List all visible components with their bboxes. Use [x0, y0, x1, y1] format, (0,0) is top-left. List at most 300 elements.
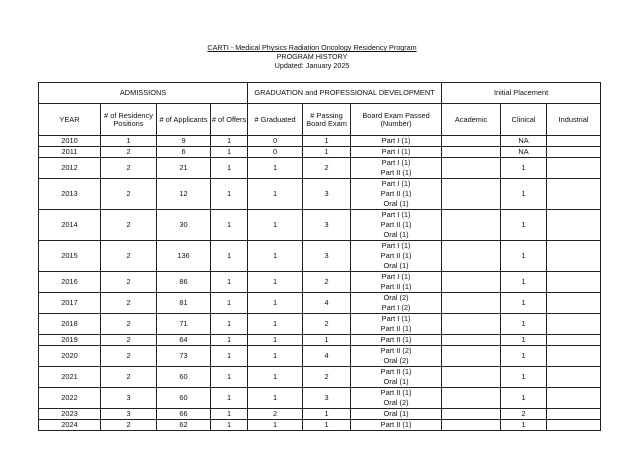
cell-value: 1	[226, 251, 232, 260]
cell-value: 2010	[61, 136, 78, 145]
cell-passing	[303, 241, 351, 272]
cell-value: 1	[272, 163, 278, 172]
cell-year	[39, 147, 101, 158]
cell-value: 4	[324, 298, 329, 307]
cell-clinical	[501, 179, 547, 210]
cell-offers	[211, 346, 248, 367]
cell-value: 71	[179, 319, 188, 328]
cell-value: 2016	[61, 277, 78, 286]
cell-value: 2	[324, 372, 329, 381]
cell-value: 2	[272, 409, 278, 418]
cell-year	[39, 241, 101, 272]
cell-clinical	[501, 147, 547, 158]
cell-graduated	[248, 388, 303, 409]
cell-value: 1	[521, 420, 526, 429]
cell-academic	[442, 210, 501, 241]
cell-graduated	[248, 272, 303, 293]
cell-passing	[303, 409, 351, 420]
cell-applicants	[157, 241, 211, 272]
column-header-exams: Board Exam Passed (Number)	[351, 104, 442, 136]
cell-value: 1	[226, 147, 232, 156]
cell-applicants	[157, 293, 211, 314]
cell-value: 1	[324, 147, 329, 156]
board-exam-entry: Part I (1)	[381, 210, 411, 219]
cell-offers	[211, 420, 248, 431]
cell-value: 1	[272, 393, 278, 402]
cell-academic	[442, 314, 501, 335]
cell-value: 6	[181, 147, 186, 156]
cell-industrial	[547, 210, 601, 241]
cell-positions	[101, 293, 157, 314]
cell-applicants	[157, 346, 211, 367]
cell-offers	[211, 388, 248, 409]
board-exam-entry: Part II (1)	[380, 189, 412, 198]
cell-graduated	[248, 367, 303, 388]
cell-positions	[101, 179, 157, 210]
cell-year	[39, 210, 101, 241]
cell-value: 3	[324, 189, 329, 198]
board-exam-entry: Oral (1)	[383, 377, 409, 386]
cell-value: 2015	[61, 251, 78, 260]
cell-graduated	[248, 158, 303, 179]
table-row	[39, 293, 601, 314]
cell-value: 3	[126, 409, 131, 418]
cell-exams	[351, 272, 442, 293]
cell-offers	[211, 241, 248, 272]
cell-passing	[303, 179, 351, 210]
cell-year	[39, 346, 101, 367]
cell-value: 1	[272, 277, 278, 286]
program-history-table	[38, 82, 601, 431]
cell-exams	[351, 158, 442, 179]
cell-academic	[442, 179, 501, 210]
table-row	[39, 346, 601, 367]
cell-value: 2	[126, 220, 131, 229]
cell-value: 1	[226, 351, 232, 360]
cell-positions	[101, 210, 157, 241]
table-row	[39, 420, 601, 431]
table-row	[39, 409, 601, 420]
cell-value: 2	[324, 163, 329, 172]
board-exam-entry: Oral (2)	[383, 356, 409, 365]
cell-offers	[211, 409, 248, 420]
cell-value: 2	[126, 147, 131, 156]
cell-value: 2	[126, 351, 131, 360]
board-exam-entry: Part I (1)	[381, 314, 411, 323]
cell-positions	[101, 388, 157, 409]
document-updated: Updated: January 2025	[274, 61, 350, 70]
cell-industrial	[547, 409, 601, 420]
cell-value: 2018	[61, 319, 78, 328]
cell-year	[39, 314, 101, 335]
cell-value: 1	[272, 420, 278, 429]
cell-value: 0	[272, 136, 278, 145]
cell-value: 2022	[61, 393, 78, 402]
cell-value: 1	[226, 372, 232, 381]
cell-value: 2	[126, 163, 131, 172]
board-exam-entry: Part I (1)	[381, 136, 411, 145]
cell-passing	[303, 158, 351, 179]
cell-positions	[101, 367, 157, 388]
cell-year	[39, 335, 101, 346]
column-header-positions: # of Residency Positions	[101, 104, 157, 136]
cell-value: 136	[177, 251, 190, 260]
cell-offers	[211, 272, 248, 293]
cell-value: 3	[324, 251, 329, 260]
cell-clinical	[501, 367, 547, 388]
cell-value: 2013	[61, 189, 78, 198]
cell-academic	[442, 335, 501, 346]
cell-academic	[442, 409, 501, 420]
column-header-graduated: # Graduated	[248, 104, 303, 136]
cell-value: 1	[521, 189, 526, 198]
cell-offers	[211, 314, 248, 335]
cell-year	[39, 420, 101, 431]
column-header-applicants: # of Applicants	[157, 104, 211, 136]
group-header-graduation: GRADUATION and PROFESSIONAL DEVELOPMENT	[248, 83, 442, 104]
cell-academic	[442, 346, 501, 367]
cell-value: 2019	[61, 335, 78, 344]
cell-exams	[351, 241, 442, 272]
cell-passing	[303, 314, 351, 335]
cell-positions	[101, 314, 157, 335]
table-row	[39, 147, 601, 158]
cell-applicants	[157, 210, 211, 241]
cell-value: 60	[179, 372, 188, 381]
cell-year	[39, 179, 101, 210]
cell-value: 60	[179, 393, 188, 402]
cell-passing	[303, 136, 351, 147]
cell-value: 2020	[61, 351, 78, 360]
cell-value: 2	[126, 277, 131, 286]
cell-industrial	[547, 158, 601, 179]
cell-value: 1	[226, 393, 232, 402]
cell-academic	[442, 293, 501, 314]
cell-exams	[351, 210, 442, 241]
table-row	[39, 272, 601, 293]
cell-passing	[303, 272, 351, 293]
cell-value: 1	[226, 335, 232, 344]
cell-passing	[303, 388, 351, 409]
board-exam-entry: Part I (1)	[381, 272, 411, 281]
cell-graduated	[248, 179, 303, 210]
cell-applicants	[157, 179, 211, 210]
cell-industrial	[547, 388, 601, 409]
cell-graduated	[248, 147, 303, 158]
cell-industrial	[547, 272, 601, 293]
board-exam-entry: Oral (1)	[383, 261, 409, 270]
cell-positions	[101, 346, 157, 367]
cell-positions	[101, 147, 157, 158]
cell-value: 2	[521, 409, 526, 418]
cell-value: 1	[272, 298, 278, 307]
cell-value: 2021	[61, 372, 78, 381]
document-header	[0, 43, 624, 70]
cell-year	[39, 272, 101, 293]
board-exam-entry: Oral (1)	[383, 409, 409, 418]
cell-value: 1	[226, 163, 232, 172]
cell-industrial	[547, 420, 601, 431]
board-exam-entry: Oral (2)	[383, 398, 409, 407]
cell-positions	[101, 158, 157, 179]
cell-exams	[351, 409, 442, 420]
cell-value: 2	[126, 251, 131, 260]
cell-exams	[351, 420, 442, 431]
cell-exams	[351, 335, 442, 346]
column-header-academic: Academic	[442, 104, 501, 136]
cell-value: NA	[518, 147, 529, 156]
board-exam-entry: Part I (1)	[381, 158, 411, 167]
cell-value: 3	[126, 393, 131, 402]
cell-exams	[351, 367, 442, 388]
cell-passing	[303, 147, 351, 158]
cell-value: 1	[521, 319, 526, 328]
cell-applicants	[157, 158, 211, 179]
cell-value: 1	[226, 220, 232, 229]
table-row	[39, 388, 601, 409]
cell-value: 62	[179, 420, 188, 429]
cell-passing	[303, 420, 351, 431]
board-exam-entry: Part II (1)	[380, 168, 412, 177]
cell-academic	[442, 420, 501, 431]
cell-value: 1	[272, 351, 278, 360]
cell-passing	[303, 293, 351, 314]
cell-applicants	[157, 420, 211, 431]
cell-value: 2012	[61, 163, 78, 172]
cell-value: 1	[226, 319, 232, 328]
cell-applicants	[157, 367, 211, 388]
table-body	[39, 136, 601, 431]
cell-value: 2	[126, 298, 131, 307]
cell-positions	[101, 335, 157, 346]
board-exam-entry: Part II (1)	[380, 282, 412, 291]
cell-value: 1	[272, 319, 278, 328]
cell-value: 1	[272, 220, 278, 229]
cell-value: 1	[521, 220, 526, 229]
cell-graduated	[248, 346, 303, 367]
cell-value: 2011	[61, 147, 78, 156]
cell-graduated	[248, 136, 303, 147]
board-exam-entry: Part II (1)	[380, 420, 412, 429]
cell-industrial	[547, 314, 601, 335]
cell-graduated	[248, 241, 303, 272]
cell-industrial	[547, 346, 601, 367]
cell-value: 66	[179, 409, 188, 418]
cell-applicants	[157, 409, 211, 420]
board-exam-entry: Part II (1)	[380, 367, 412, 376]
document-subtitle: PROGRAM HISTORY	[276, 52, 348, 61]
cell-value: 12	[179, 189, 188, 198]
cell-exams	[351, 147, 442, 158]
table-row	[39, 314, 601, 335]
cell-academic	[442, 388, 501, 409]
column-header-passing: # Passing Board Exam	[303, 104, 351, 136]
table-row	[39, 179, 601, 210]
cell-clinical	[501, 409, 547, 420]
cell-applicants	[157, 335, 211, 346]
cell-industrial	[547, 367, 601, 388]
cell-value: 1	[226, 189, 232, 198]
cell-clinical	[501, 136, 547, 147]
board-exam-entry: Part I (1)	[381, 179, 411, 188]
cell-offers	[211, 335, 248, 346]
cell-value: 2	[126, 372, 131, 381]
board-exam-entry: Part II (1)	[380, 388, 412, 397]
cell-clinical	[501, 293, 547, 314]
cell-value: 1	[324, 420, 329, 429]
cell-clinical	[501, 388, 547, 409]
cell-value: 9	[181, 136, 186, 145]
cell-passing	[303, 367, 351, 388]
cell-value: 1	[324, 136, 329, 145]
cell-industrial	[547, 136, 601, 147]
cell-passing	[303, 210, 351, 241]
cell-value: 2023	[61, 409, 78, 418]
cell-offers	[211, 147, 248, 158]
cell-value: 1	[324, 409, 329, 418]
table-row	[39, 335, 601, 346]
cell-exams	[351, 136, 442, 147]
cell-graduated	[248, 409, 303, 420]
cell-value: 21	[179, 163, 188, 172]
cell-exams	[351, 293, 442, 314]
cell-value: 3	[324, 220, 329, 229]
cell-year	[39, 367, 101, 388]
cell-value: 1	[226, 409, 232, 418]
board-exam-entry: Part II (1)	[380, 335, 412, 344]
cell-applicants	[157, 314, 211, 335]
cell-value: 86	[179, 277, 188, 286]
cell-value: 1	[226, 298, 232, 307]
cell-academic	[442, 241, 501, 272]
cell-offers	[211, 158, 248, 179]
cell-value: 1	[226, 136, 232, 145]
cell-value: 3	[324, 393, 329, 402]
group-header-admissions: ADMISSIONS	[39, 83, 248, 104]
cell-value: 1	[324, 335, 329, 344]
cell-exams	[351, 179, 442, 210]
cell-value: 0	[272, 147, 278, 156]
cell-year	[39, 388, 101, 409]
cell-industrial	[547, 293, 601, 314]
cell-value: 1	[272, 189, 278, 198]
cell-value: 1	[521, 298, 526, 307]
cell-value: 64	[179, 335, 188, 344]
cell-value: 1	[521, 372, 526, 381]
cell-positions	[101, 420, 157, 431]
cell-value: 2	[324, 277, 329, 286]
cell-applicants	[157, 388, 211, 409]
cell-applicants	[157, 147, 211, 158]
cell-applicants	[157, 136, 211, 147]
cell-value: 2	[126, 189, 131, 198]
board-exam-entry: Oral (1)	[383, 230, 409, 239]
cell-applicants	[157, 272, 211, 293]
board-exam-entry: Part II (1)	[380, 324, 412, 333]
cell-year	[39, 136, 101, 147]
column-header-clinical: Clinical	[501, 104, 547, 136]
cell-value: 2017	[61, 298, 78, 307]
cell-value: 2	[126, 319, 131, 328]
cell-year	[39, 409, 101, 420]
cell-value: 73	[179, 351, 188, 360]
board-exam-entry: Part I (1)	[381, 147, 411, 156]
cell-industrial	[547, 335, 601, 346]
column-header-offers: # of Offers	[211, 104, 248, 136]
cell-value: 2	[126, 420, 131, 429]
cell-academic	[442, 158, 501, 179]
cell-value: 1	[226, 277, 232, 286]
column-header-industrial: Industrial	[547, 104, 601, 136]
cell-academic	[442, 136, 501, 147]
board-exam-entry: Oral (2)	[383, 293, 409, 302]
cell-value: 1	[272, 372, 278, 381]
cell-positions	[101, 409, 157, 420]
cell-value: 1	[272, 251, 278, 260]
board-exam-entry: Part I (2)	[381, 303, 411, 312]
cell-positions	[101, 272, 157, 293]
cell-value: 1	[521, 163, 526, 172]
cell-graduated	[248, 293, 303, 314]
cell-clinical	[501, 241, 547, 272]
cell-value: 1	[521, 251, 526, 260]
cell-offers	[211, 367, 248, 388]
cell-value: 30	[179, 220, 188, 229]
cell-year	[39, 158, 101, 179]
cell-value: 1	[126, 136, 131, 145]
cell-industrial	[547, 179, 601, 210]
cell-passing	[303, 335, 351, 346]
cell-graduated	[248, 335, 303, 346]
table-row	[39, 367, 601, 388]
cell-positions	[101, 136, 157, 147]
cell-value: 1	[521, 277, 526, 286]
cell-value: 1	[226, 420, 232, 429]
cell-graduated	[248, 210, 303, 241]
cell-clinical	[501, 158, 547, 179]
cell-clinical	[501, 346, 547, 367]
cell-offers	[211, 136, 248, 147]
cell-year	[39, 293, 101, 314]
cell-offers	[211, 179, 248, 210]
cell-academic	[442, 367, 501, 388]
column-header-year: YEAR	[39, 104, 101, 136]
cell-value: 2024	[61, 420, 78, 429]
cell-exams	[351, 314, 442, 335]
cell-graduated	[248, 420, 303, 431]
board-exam-entry: Part II (1)	[380, 220, 412, 229]
cell-exams	[351, 388, 442, 409]
table-row	[39, 210, 601, 241]
board-exam-entry: Part I (1)	[381, 241, 411, 250]
cell-clinical	[501, 272, 547, 293]
cell-academic	[442, 272, 501, 293]
cell-offers	[211, 210, 248, 241]
cell-value: 2014	[61, 220, 78, 229]
board-exam-entry: Oral (1)	[383, 199, 409, 208]
group-header-placement: Initial Placement	[442, 83, 601, 104]
cell-value: 2	[126, 335, 131, 344]
board-exam-entry: Part II (1)	[380, 251, 412, 260]
table-row	[39, 158, 601, 179]
cell-value: 1	[521, 335, 526, 344]
cell-industrial	[547, 241, 601, 272]
cell-academic	[442, 147, 501, 158]
table-row	[39, 136, 601, 147]
cell-clinical	[501, 335, 547, 346]
cell-positions	[101, 241, 157, 272]
cell-value: 1	[521, 351, 526, 360]
